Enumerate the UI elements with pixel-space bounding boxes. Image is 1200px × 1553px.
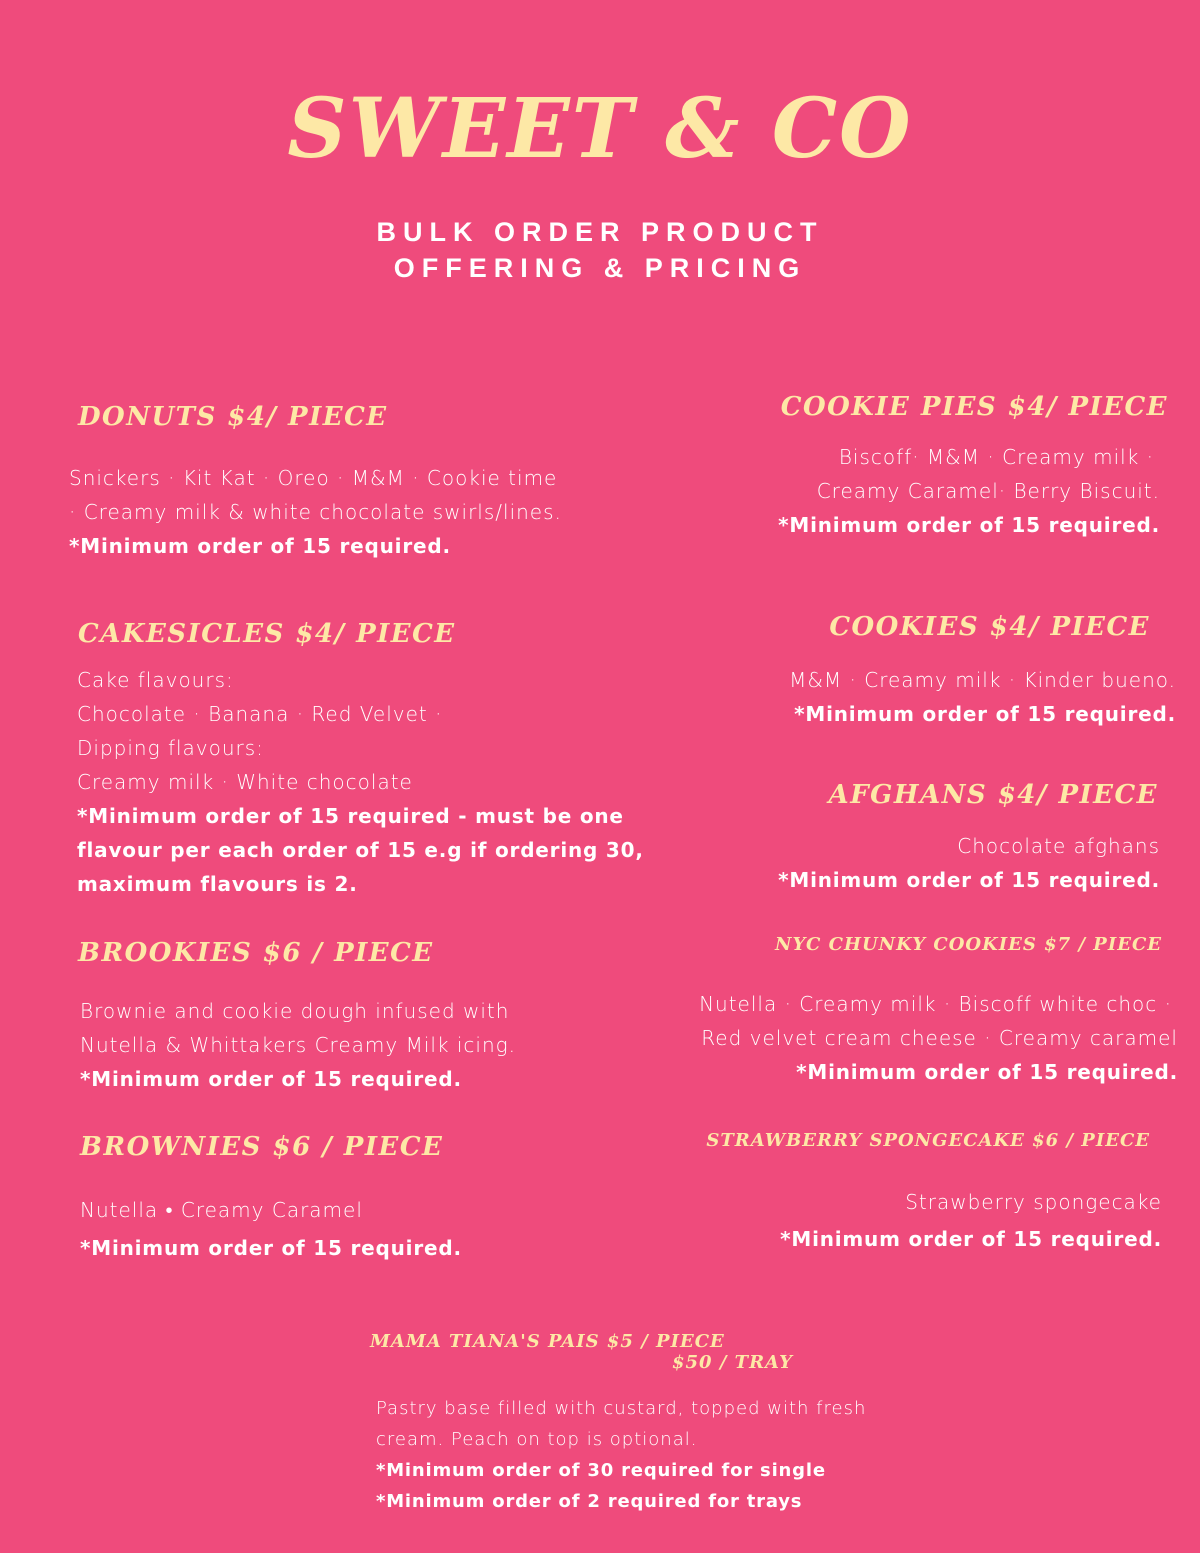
section-heading: COOKIE PIES $4/ PIECE [780, 392, 1168, 422]
minimum-note: *Minimum order of 15 required - must be one [77, 804, 624, 828]
minimum-note: maximum flavours is 2. [77, 872, 358, 896]
flavour-line: Chocolate afghans [957, 834, 1160, 858]
section-heading: NYC CHUNKY COOKIES $7 / PIECE [775, 934, 1162, 955]
section-heading-tray: $50 / TRAY [672, 1352, 793, 1373]
flavour-line: Chocolate · Banana · Red Velvet · [77, 702, 443, 726]
section-heading: CAKESICLES $4/ PIECE [78, 619, 456, 649]
minimum-note: *Minimum order of 15 required. [778, 868, 1160, 892]
flavour-line: Dipping flavours: [77, 736, 264, 760]
section-heading: AFGHANS $4/ PIECE [828, 780, 1158, 810]
section-heading: BROOKIES $6 / PIECE [78, 938, 434, 968]
flavour-line: Snickers · Kit Kat · Oreo · M&M · Cookie time [69, 466, 558, 490]
minimum-note: *Minimum order of 15 required. [780, 1227, 1162, 1251]
flavour-line: Creamy milk · White chocolate [77, 770, 413, 794]
minimum-note: *Minimum order of 30 required for single [376, 1460, 826, 1481]
minimum-note: *Minimum order of 15 required. [794, 702, 1176, 726]
minimum-note: *Minimum order of 15 required. [80, 1236, 462, 1260]
minimum-note: *Minimum order of 15 required. [796, 1060, 1178, 1084]
flavour-line: Biscoff· M&M · Creamy milk · [838, 445, 1154, 469]
brand-title: SWEET & CO [287, 81, 913, 177]
flavour-line: Nutella · Creamy milk · Biscoff white choc · [699, 992, 1172, 1016]
flavour-line: Nutella • Creamy Caramel [80, 1198, 363, 1222]
flavour-line: cream. Peach on top is optional. [376, 1429, 698, 1450]
flavour-line: Creamy Caramel· Berry Biscuit. [816, 479, 1160, 503]
minimum-note: *Minimum order of 15 required. [778, 513, 1160, 537]
flavour-line: Brownie and cookie dough infused with [80, 999, 510, 1023]
section-heading: BROWNIES $6 / PIECE [80, 1132, 444, 1162]
minimum-note: flavour per each order of 15 e.g if ordering 30, [77, 838, 644, 862]
flavour-line: Red velvet cream cheese · Creamy caramel [701, 1026, 1178, 1050]
flavour-line: Nutella & Whittakers Creamy Milk icing. [80, 1033, 517, 1057]
flavour-line: Cake flavours: [77, 668, 234, 692]
flavour-line: Strawberry spongecake [905, 1190, 1162, 1214]
section-heading: STRAWBERRY SPONGECAKE $6 / PIECE [706, 1130, 1150, 1151]
minimum-note: *Minimum order of 15 required. [69, 534, 451, 558]
minimum-note: *Minimum order of 2 required for trays [376, 1491, 803, 1512]
flavour-line: M&M · Creamy milk · Kinder bueno. [789, 668, 1176, 692]
subtitle-line-2: OFFERING & PRICING [393, 253, 807, 283]
subtitle-line-1: BULK ORDER PRODUCT [376, 217, 824, 247]
section-heading: DONUTS $4/ PIECE [78, 402, 388, 432]
flavour-line: Pastry base filled with custard, topped with fresh [376, 1398, 867, 1419]
section-heading: COOKIES $4/ PIECE [829, 612, 1150, 642]
section-heading: MAMA TIANA'S PAIS $5 / PIECE [370, 1331, 725, 1352]
flavour-line: · Creamy milk & white chocolate swirls/lines. [69, 500, 562, 524]
minimum-note: *Minimum order of 15 required. [80, 1067, 462, 1091]
